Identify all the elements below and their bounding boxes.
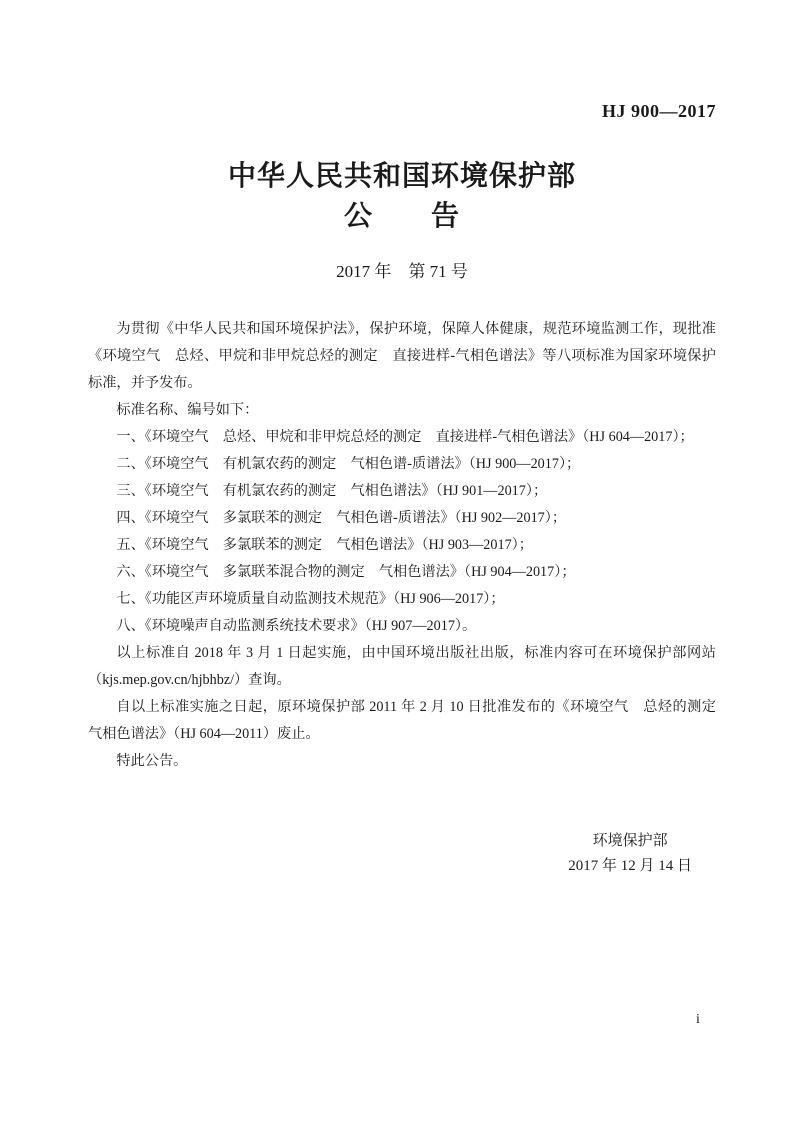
standard-number: HJ 900—2017 (601, 101, 716, 121)
intro-paragraph: 为贯彻《中华人民共和国环境保护法》，保护环境，保障人体健康，规范环境监测工作，现批准《环境空气 总烃、甲烷和非甲烷总烃的测定 直接进样-气相色谱法》等八项标准为国家环境保护标准，并予发布。 (88, 321, 716, 391)
standard-list-item: 五、《环境空气 多氯联苯的测定 气相色谱法》（HJ 903—2017）； (116, 537, 533, 553)
standard-list-item: 二、《环境空气 有机氯农药的测定 气相色谱-质谱法》（HJ 900—2017）； (116, 456, 581, 472)
implementation-paragraph: 以上标准自 2018 年 3 月 1 日起实施，由中国环境出版社出版，标准内容可在环境保护部网站（kjs.mep.gov.cn/hjbhbz/）查询。 (88, 645, 716, 688)
standard-list-item: 四、《环境空气 多氯联苯的测定 气相色谱-质谱法》（HJ 902—2017）； (116, 510, 567, 526)
document-content (88, 0, 731, 879)
repeal-paragraph: 自以上标准实施之日起，原环境保护部 2011 年 2 月 10 日批准发布的《环境空气 总烃的测定 气相色谱法》（HJ 604—2011）废止。 (88, 699, 731, 742)
announcement-title: 公 告 (343, 201, 460, 232)
announcement-body (88, 316, 731, 775)
signature-organization: 环境保护部 (592, 833, 668, 849)
page-number: i (696, 1012, 700, 1027)
signature-inner (568, 829, 692, 879)
signature-block (88, 829, 716, 879)
closing-paragraph: 特此公告。 (116, 753, 188, 769)
standard-list-item: 一、《环境空气 总烃、甲烷和非甲烷总烃的测定 直接进样-气相色谱法》（HJ 604—2017）； (116, 429, 694, 445)
announcement-number-line: 2017 年 第 71 号 (336, 262, 468, 281)
title-block (88, 158, 716, 238)
signature-date: 2017 年 12 月 14 日 (568, 858, 692, 874)
standard-list-item: 七、《功能区声环境质量自动监测技术规范》（HJ 906—2017）； (116, 591, 505, 607)
standard-list-item: 六、《环境空气 多氯联苯混合物的测定 气相色谱法》（HJ 904—2017）； (116, 564, 576, 580)
standard-list-item: 八、《环境噪声自动监测系统技术要求》（HJ 907—2017）。 (116, 618, 477, 634)
list-intro-paragraph: 标准名称、编号如下： (116, 402, 259, 418)
issuing-authority-title: 中华人民共和国环境保护部 (227, 161, 576, 192)
standard-list-item: 三、《环境空气 有机氯农药的测定 气相色谱法》（HJ 901—2017）； (116, 483, 548, 499)
